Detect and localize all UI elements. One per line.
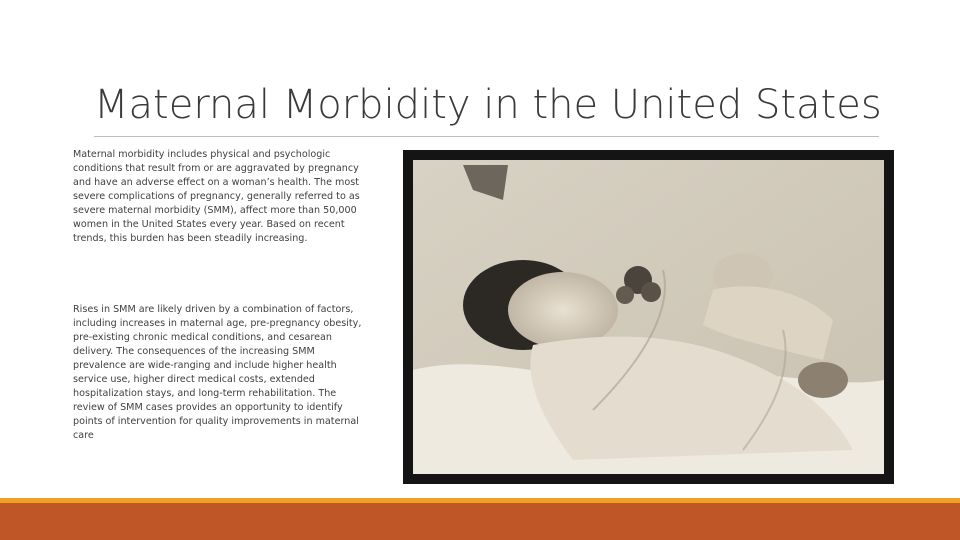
footer-bar	[0, 503, 960, 540]
clasped-hands	[798, 362, 848, 398]
vintage-photo	[403, 150, 894, 484]
photo-illustration	[413, 160, 884, 474]
paragraph-causes: Rises in SMM are likely driven by a combination of factors, including increases in maternal age, pre-pregnancy obesity, pre-existing chronic medical conditions, and cesarean delivery. The consequences of the increasing SMM prevalence are wide-ranging and include higher health service use, higher direct medical costs, extended hospitalization stays, and long-term rehabilitation. The review of SMM cases provides an opportunity to identify points of intervention for quality improvements in maternal care	[73, 304, 362, 441]
paragraph-definition: Maternal morbidity includes physical and psychologic conditions that result from or are aggravated by pregnancy and have an adverse effect on a woman’s health. The most severe complications of pregnancy, generally referred to as severe maternal morbidity (SMM), affect more than 50,000 women in the United States every year. Based on recent trends, this burden has been steadily increasing.	[73, 149, 360, 244]
slide-title: Maternal Morbidity in the United States	[94, 82, 882, 128]
woman-face	[508, 272, 618, 348]
title-divider	[94, 136, 879, 137]
